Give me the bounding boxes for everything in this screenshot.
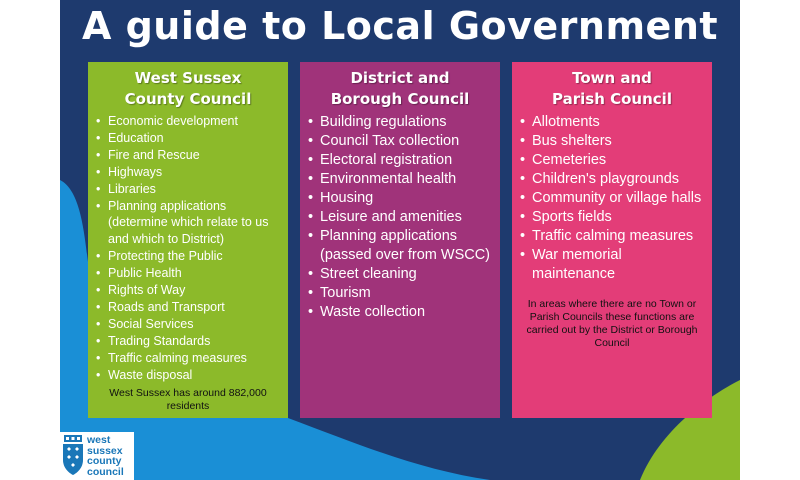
logo-wordmark [87,435,124,477]
list-item: • Bus shelters [520,132,704,151]
list-item: • Roads and Transport [96,299,280,316]
list-item: • Sports fields [520,208,704,227]
list-item: • Council Tax collection [308,132,492,151]
list-item: • Housing [308,189,492,208]
list-item: • Public Health [96,265,280,282]
population-note: West Sussex has around 882,000 residents [109,386,267,412]
heading-line: West Sussex [134,69,242,87]
list-item: • Waste collection [308,303,492,322]
list-item: • Rights of Way [96,282,280,299]
county-council-list [96,113,280,384]
list-item: • Fire and Rescue [96,147,280,164]
parish-council-card [512,62,712,418]
district-council-heading [308,68,492,110]
list-item: • Street cleaning [308,265,492,284]
district-council-card [300,62,500,418]
list-item: • Allotments [520,113,704,132]
heading-line: Town and [572,69,652,87]
list-item: • Environmental health [308,170,492,189]
list-item: • Planning applications (passed over from WSCC) [308,227,492,265]
list-item: • Education [96,130,280,147]
logo-line: sussex [87,444,123,457]
list-item: • Social Services [96,316,280,333]
heading-line: County Council [124,90,252,108]
list-item: • Libraries [96,181,280,198]
list-item: • War memorial maintenance [520,246,704,284]
list-item: • Traffic calming measures [520,227,704,246]
list-item: • Trading Standards [96,333,280,350]
list-item: • Economic development [96,113,280,130]
county-council-heading [96,68,280,110]
list-item: • Cemeteries [520,151,704,170]
county-council-card [88,62,288,418]
heading-line: District and [350,69,450,87]
parish-council-list [520,113,704,284]
page-title: A guide to Local Government [81,4,719,48]
logo-line: west [87,434,111,446]
list-item: • Electoral registration [308,151,492,170]
county-council-logo [60,432,134,480]
list-item: • Children's playgrounds [520,170,704,189]
heading-line: Parish Council [552,90,672,108]
logo-line: council [87,465,124,478]
parish-council-heading [520,68,704,110]
heading-line: Borough Council [330,90,470,108]
list-item: • Leisure and amenities [308,208,492,227]
list-item: • Tourism [308,284,492,303]
poster [60,0,740,480]
parish-note: In areas where there are no Town or Parish Councils these functions are carried out by the District or Borough Council [526,298,698,349]
logo-line: county [87,455,122,467]
list-item: • Planning applications (determine which relate to us and which to District) [96,198,280,249]
list-item: • Waste disposal [96,367,280,384]
list-item: • Protecting the Public [96,248,280,265]
list-item: • Highways [96,164,280,181]
list-item: • Building regulations [308,113,492,132]
list-item: • Community or village halls [520,189,704,208]
district-council-list [308,113,492,322]
county-shield-icon [62,434,84,476]
list-item: • Traffic calming measures [96,350,280,367]
